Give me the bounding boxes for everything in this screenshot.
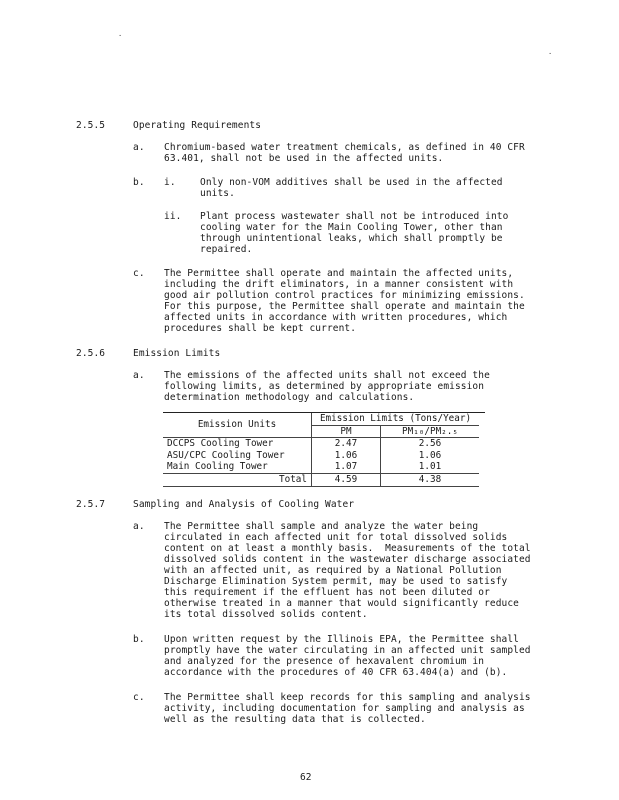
paragraph-line: activity, including documentation for sampling and analysis as <box>164 703 525 714</box>
paragraph-line: affected units in accordance with written procedures, which <box>164 312 508 323</box>
cell-unit: Main Cooling Tower <box>163 461 312 473</box>
paragraph-line: and analyzed for the presence of hexavalent chromium in <box>164 656 485 667</box>
cell-pm: 1.06 <box>312 450 381 462</box>
table-header-row <box>163 413 479 425</box>
item-label: b. <box>133 177 145 188</box>
header-pm10-pm25: PM₁₀/PM₂.₅ <box>402 425 458 437</box>
paragraph-line: The emissions of the affected units shall not exceed the <box>164 370 490 381</box>
item-label: c. <box>133 692 145 703</box>
table-row <box>163 438 479 450</box>
paragraph-line: 63.401, shall not be used in the affected units. <box>164 153 444 164</box>
cell-pm25: 1.01 <box>418 461 442 473</box>
cell-total-label: Total <box>163 473 312 486</box>
paragraph-line: The Permittee shall sample and analyze the water being <box>164 521 479 532</box>
section-number-emission: 2.5.6 <box>76 348 106 359</box>
paragraph-line: units. <box>200 188 235 199</box>
paragraph-line: this requirement if the effluent has not been diluted or <box>164 587 490 598</box>
cell-pm25: 2.56 <box>381 438 480 450</box>
section-number-operating: 2.5.5 <box>76 120 106 131</box>
cell-pm25: 1.06 <box>418 449 442 461</box>
paragraph-line: Chromium-based water treatment chemicals, as defined in 40 CFR <box>164 142 525 153</box>
cell-total-pm: 4.59 <box>312 473 381 486</box>
paragraph-line: good air pollution control practices for minimizing emissions. <box>164 290 525 301</box>
item-label: a. <box>133 521 145 532</box>
paragraph-line: including the drift eliminators, in a manner consistent with <box>164 279 514 290</box>
item-label: b. <box>133 634 145 645</box>
paragraph-line: well as the resulting data that is collected. <box>164 714 426 725</box>
cell-pm: 2.47 <box>312 438 381 450</box>
cell-unit: DCCPS Cooling Tower <box>163 438 312 450</box>
paragraph-line: cooling water for the Main Cooling Tower, other than <box>200 222 503 233</box>
cell-pm: 1.07 <box>312 461 381 473</box>
table-total-row <box>163 473 479 486</box>
corner-mark-right: . <box>548 48 553 56</box>
paragraph-line: through unintentional leaks, which shall promptly be <box>200 233 503 244</box>
emission-limits-table <box>163 413 479 487</box>
paragraph-line: Upon written request by the Illinois EPA, the Permittee shall <box>164 634 519 645</box>
subitem-label: ii. <box>164 211 182 222</box>
paragraph-line: following limits, as determined by appropriate emission <box>164 381 485 392</box>
table-row <box>163 461 479 473</box>
item-label: c. <box>133 268 145 279</box>
paragraph-line: The Permittee shall keep records for this sampling and analysis <box>164 692 531 703</box>
item-label: a. <box>133 142 145 153</box>
section-title-operating: Operating Requirements <box>133 120 262 131</box>
paragraph-line: procedures shall be kept current. <box>164 323 357 334</box>
header-emission-units: Emission Units <box>163 413 312 438</box>
paragraph-line: Discharge Elimination System permit, may be used to satisfy <box>164 576 508 587</box>
header-emission-limits: Emission Limits (Tons/Year) <box>312 413 480 425</box>
page-number: 62 <box>300 772 312 783</box>
cell-unit: ASU/CPC Cooling Tower <box>163 450 312 462</box>
subitem-label: i. <box>164 177 176 188</box>
paragraph-line: promptly have the water circulating in an affected unit sampled <box>164 645 531 656</box>
table-row <box>163 450 479 462</box>
cell-total-pm25: 4.38 <box>381 473 480 486</box>
section-number-sampling: 2.5.7 <box>76 499 106 510</box>
paragraph-line: determination methodology and calculations. <box>164 392 415 403</box>
header-pm: PM <box>312 425 381 438</box>
paragraph-line: content on at least a monthly basis. Measurements of the total <box>164 543 531 554</box>
paragraph-line: its total dissolved solids content. <box>164 609 368 620</box>
paragraph-line: The Permittee shall operate and maintain the affected units, <box>164 268 514 279</box>
section-title-sampling: Sampling and Analysis of Cooling Water <box>133 499 355 510</box>
section-title-emission: Emission Limits <box>133 348 221 359</box>
paragraph-line: repaired. <box>200 244 253 255</box>
paragraph-line: with an affected unit, as required by a National Pollution <box>164 565 502 576</box>
paragraph-line: Only non-VOM additives shall be used in the affected <box>200 177 503 188</box>
paragraph-line: accordance with the procedures of 40 CFR 63.404(a) and (b). <box>164 667 508 678</box>
paragraph-line: circulated in each affected unit for total dissolved solids <box>164 532 508 543</box>
corner-mark-left: . <box>118 30 123 38</box>
paragraph-line: Plant process wastewater shall not be introduced into <box>200 211 509 222</box>
paragraph-line: otherwise treated in a manner that would significantly reduce <box>164 598 519 609</box>
item-label: a. <box>133 370 145 381</box>
paragraph-line: For this purpose, the Permittee shall operate and maintain the <box>164 301 525 312</box>
paragraph-line: dissolved solids content in the wastewater discharge associated <box>164 554 531 565</box>
